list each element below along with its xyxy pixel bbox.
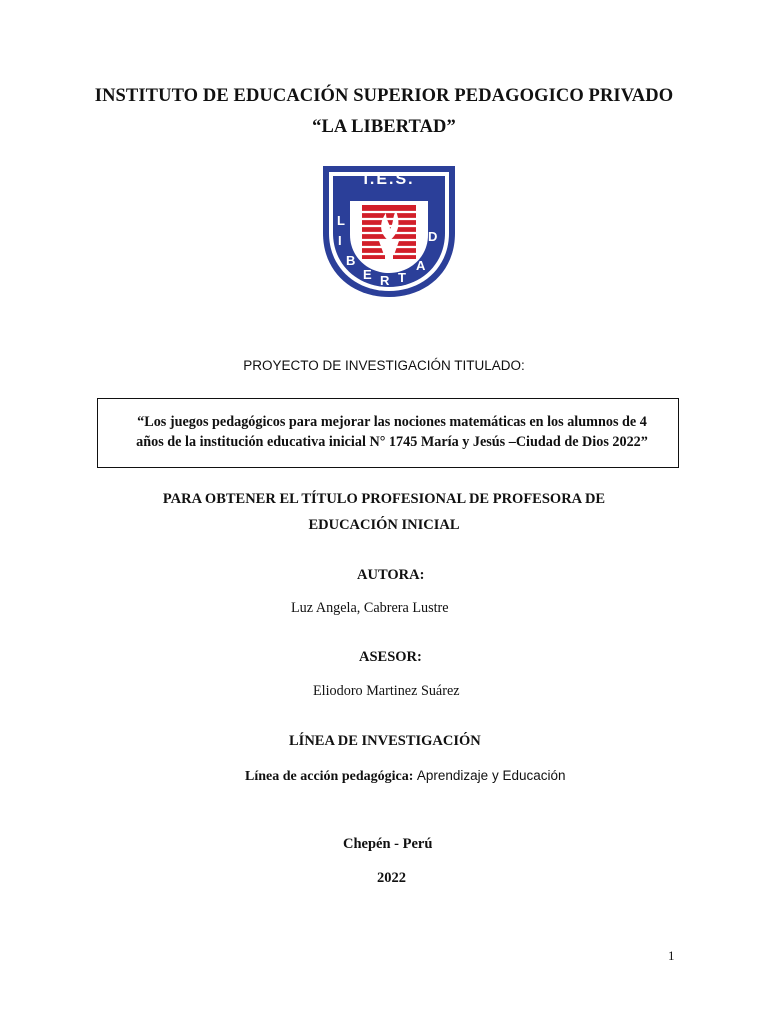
project-title-line2: años de la institución educativa inicial N° 1745 María y Jesús –Ciudad de Dios 2022” — [136, 434, 648, 450]
place: Chepén - Perú — [343, 836, 433, 852]
degree-line1: PARA OBTENER EL TÍTULO PROFESIONAL DE PROFESORA DE — [162, 491, 606, 507]
year: 2022 — [377, 870, 406, 886]
author-label: AUTORA: — [357, 567, 425, 583]
page-number: 1 — [668, 948, 675, 963]
research-line-heading: LÍNEA DE INVESTIGACIÓN — [289, 733, 481, 749]
logo-letter: R — [380, 273, 390, 288]
author-name: Luz Angela, Cabrera Lustre — [291, 600, 449, 616]
logo-letter: I — [338, 233, 342, 248]
logo-letter: E — [363, 267, 372, 282]
research-line-label: Línea de acción pedagógica: — [245, 769, 414, 784]
logo-top-text: I.E.S. — [363, 171, 415, 188]
degree-line2: EDUCACIÓN INICIAL — [308, 517, 460, 533]
project-title — [106, 412, 678, 452]
logo-letter: L — [337, 213, 345, 228]
advisor-label: ASESOR: — [359, 649, 422, 665]
project-heading: PROYECTO DE INVESTIGACIÓN TITULADO: — [243, 358, 525, 373]
advisor-name: Eliodoro Martinez Suárez — [313, 683, 460, 699]
ies-logo — [320, 163, 458, 301]
institution-name-line1: INSTITUTO DE EDUCACIÓN SUPERIOR PEDAGOGICO PRIVADO — [94, 86, 674, 106]
project-title-line1: “Los juegos pedagógicos para mejorar las nociones matemáticas en los alumnos de 4 — [137, 414, 647, 430]
logo-letter: D — [428, 229, 438, 244]
institution-name-line2: “LA LIBERTAD” — [312, 117, 456, 137]
logo-letter: A — [416, 258, 426, 273]
logo-letter: B — [346, 253, 356, 268]
logo-letter: T — [398, 270, 406, 285]
research-line-value: Aprendizaje y Educación — [416, 768, 566, 783]
research-line-row — [245, 768, 565, 785]
